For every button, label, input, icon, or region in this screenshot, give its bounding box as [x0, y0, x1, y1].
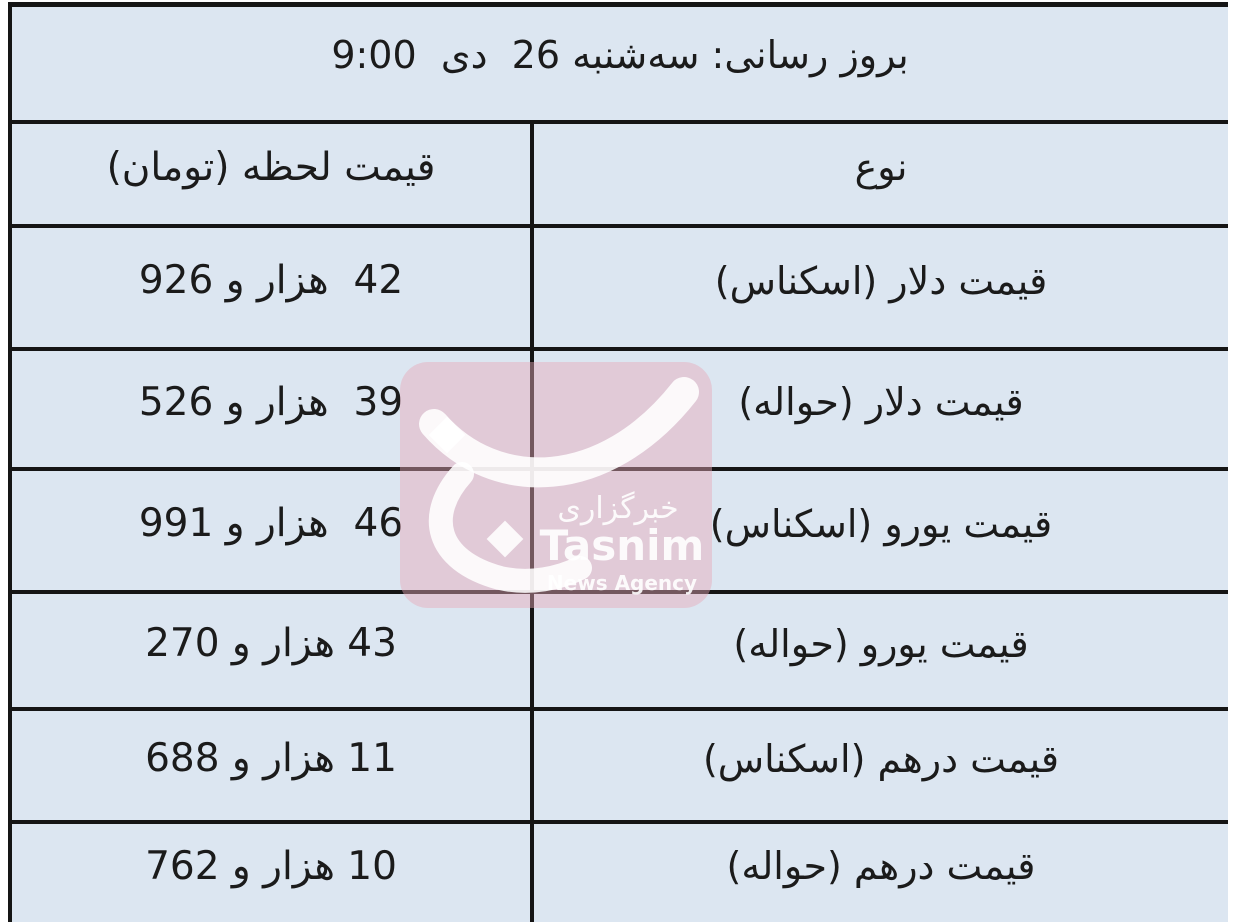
update-header-text: بروز رسانی: سه‌شنبه 26 دی 9:00 — [331, 32, 909, 77]
currency-price-cell: 10 هزار و 762 — [145, 843, 397, 889]
table-row — [12, 711, 1228, 824]
currency-type-cell: قیمت درهم (اسکناس) — [530, 711, 1228, 820]
table-row — [12, 471, 1228, 594]
currency-type-cell: قیمت یورو (اسکناس) — [530, 471, 1228, 590]
currency-price-cell: 46 هزار و 991 — [138, 501, 404, 546]
column-header-type: نوع — [530, 124, 1228, 224]
currency-price-table — [8, 2, 1228, 922]
currency-type-cell: قیمت دلار (اسکناس) — [530, 228, 1228, 347]
table-row — [12, 228, 1228, 351]
column-header-price: قیمت لحظه (تومان) — [106, 144, 436, 190]
table-row — [12, 351, 1228, 471]
currency-price-cell: 11 هزار و 688 — [145, 736, 397, 781]
watermark-agency-fa: خبرگزاری — [557, 491, 679, 526]
update-header-row — [12, 7, 1228, 124]
currency-price-cell: 43 هزار و 270 — [145, 621, 397, 666]
column-header-row — [12, 124, 1228, 228]
currency-type-cell: قیمت دلار (حواله) — [530, 351, 1228, 467]
currency-price-cell: 42 هزار و 926 — [138, 258, 404, 303]
watermark-name-en: Tasnim — [539, 521, 705, 570]
watermark-subtitle-en: News Agency — [546, 571, 698, 595]
currency-price-cell: 39 هزار و 526 — [138, 379, 404, 425]
currency-type-cell: قیمت درهم (حواله) — [530, 824, 1228, 922]
currency-type-cell: قیمت یورو (حواله) — [530, 594, 1228, 707]
table-row — [12, 594, 1228, 711]
table-row — [12, 824, 1228, 922]
